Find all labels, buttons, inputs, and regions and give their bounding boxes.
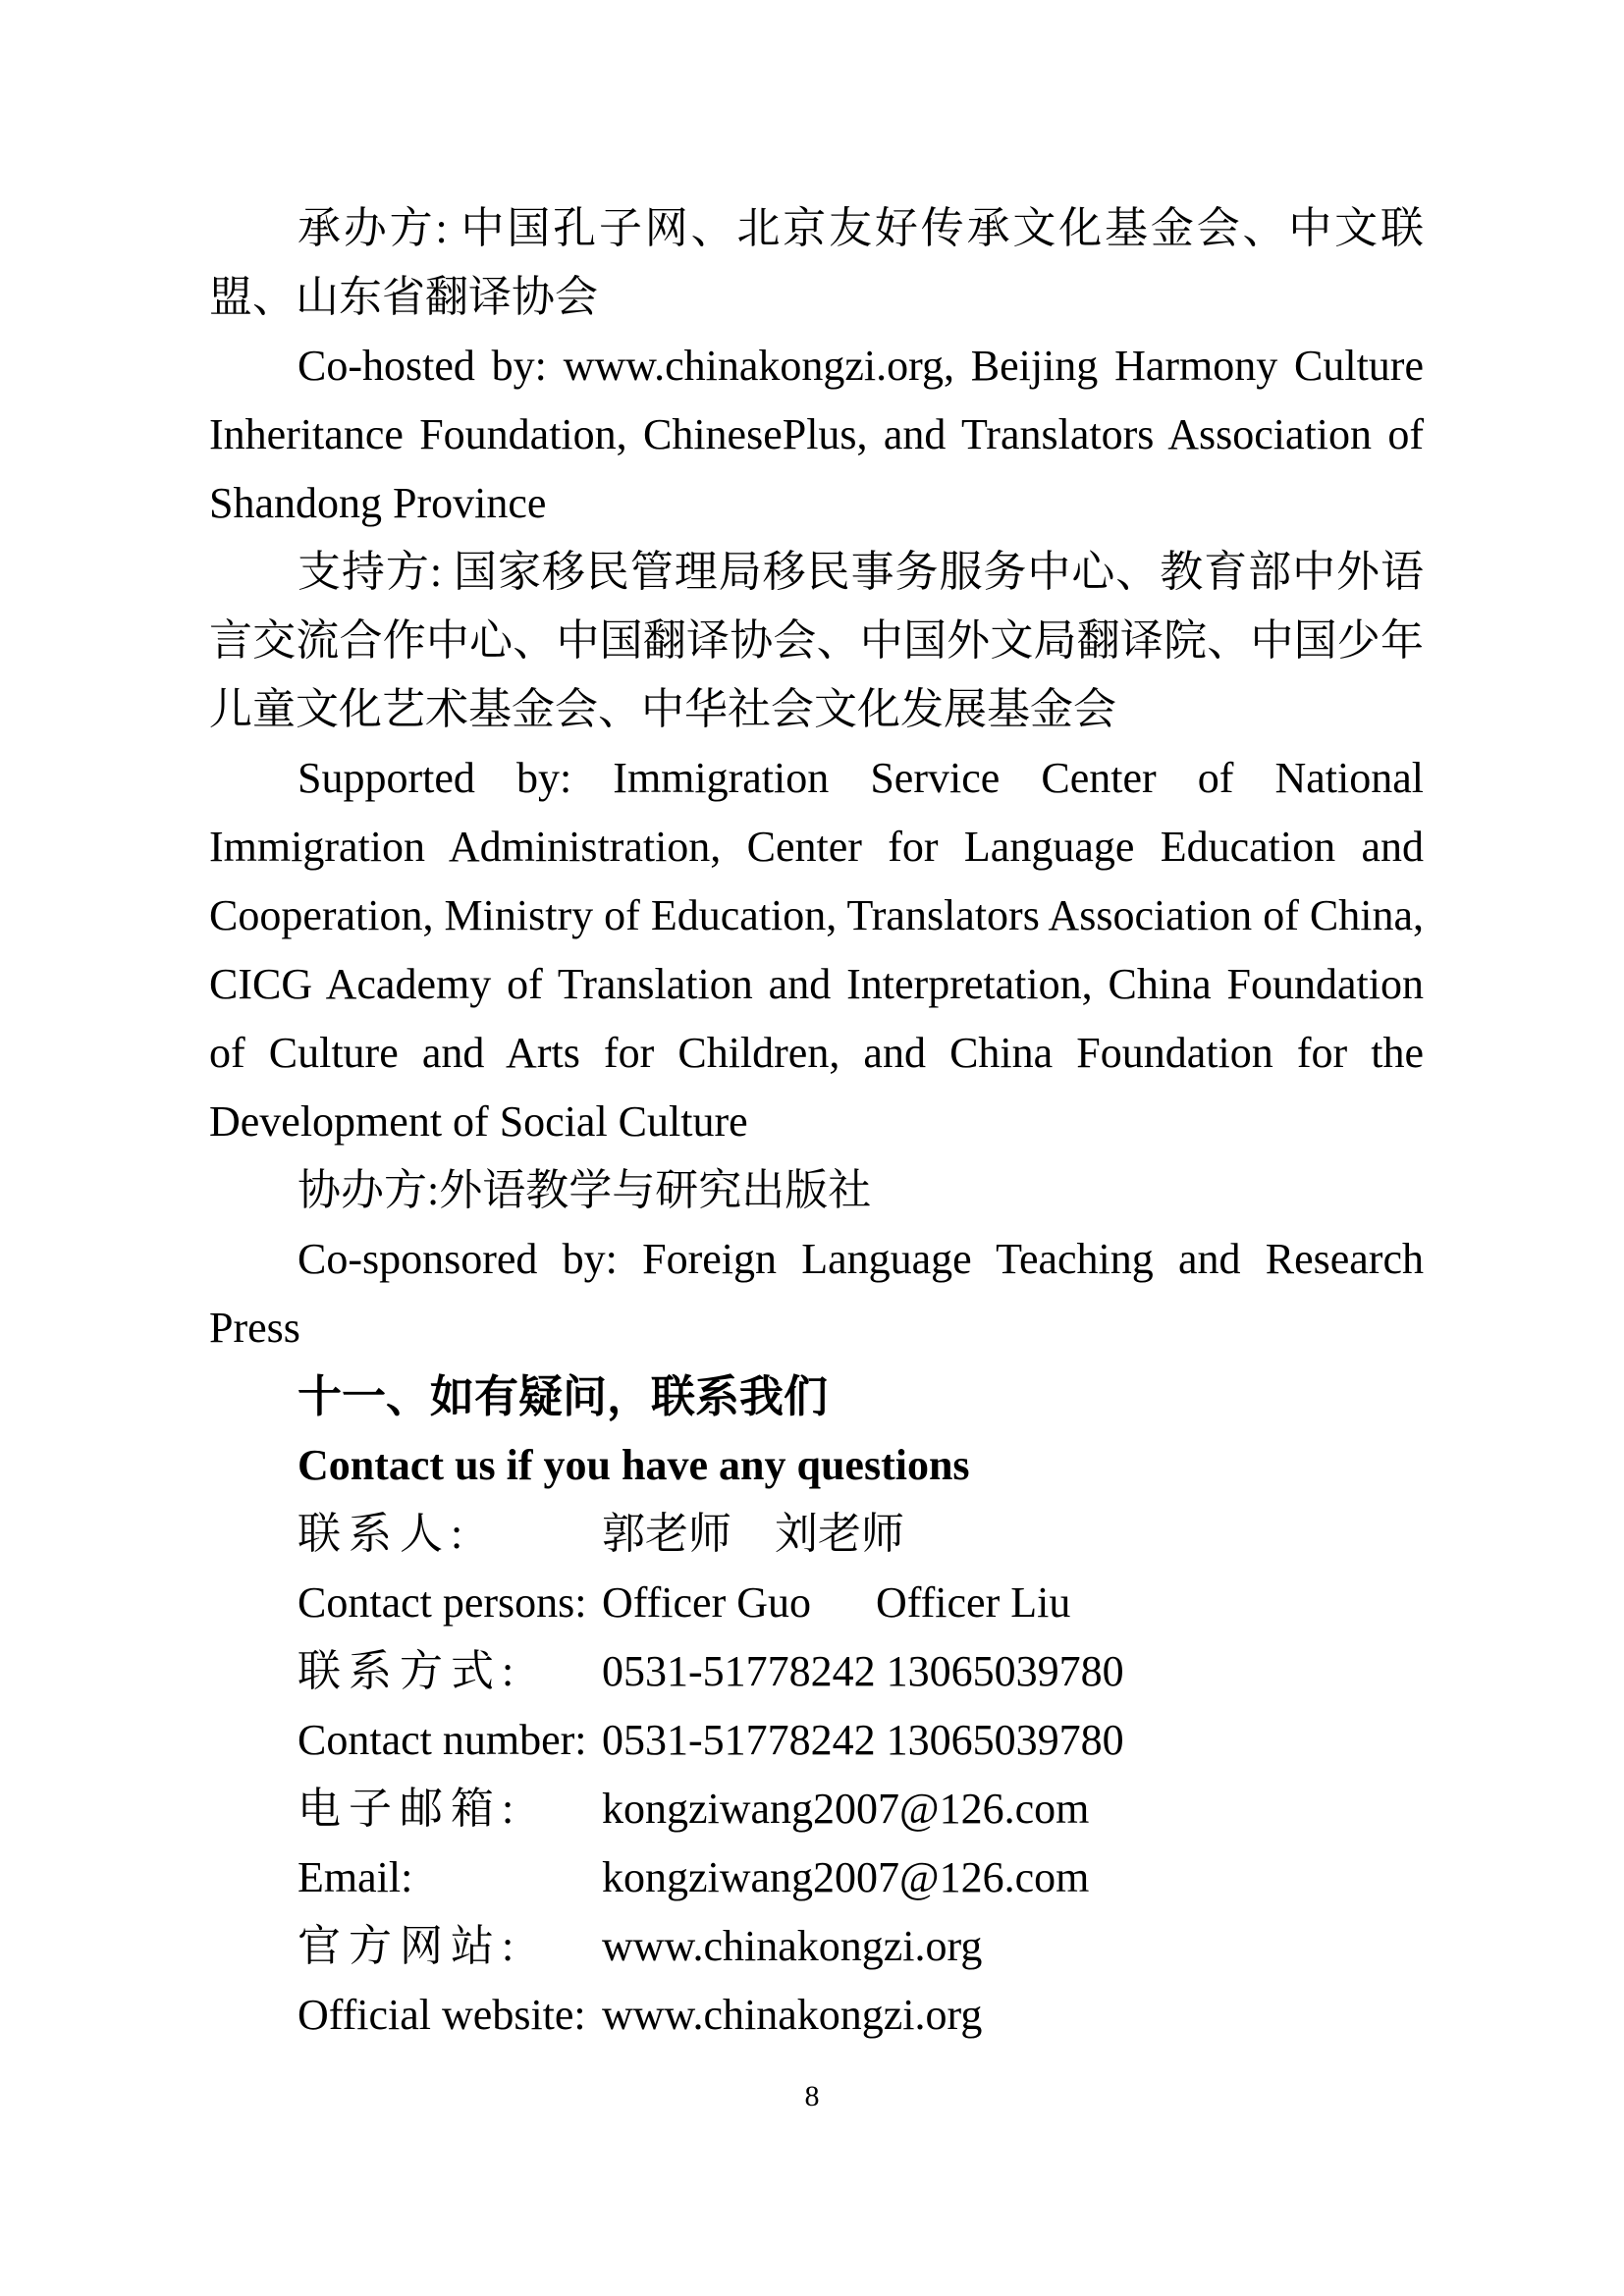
contact-label: Official website: [298, 1991, 586, 2039]
contact-label: 联系人: [298, 1510, 471, 1558]
paragraph-cosponsor-en: Co-sponsored by: Foreign Language Teaching and Research Press [209, 1235, 1424, 1352]
paragraph-cohost-en: Co-hosted by: www.chinakongzi.org, Beijing Harmony Culture Inheritance Foundation, ChinesePlus, and Translators Association of Shandong Province [209, 342, 1424, 527]
contact-row-persons-zh [209, 1500, 1424, 1569]
page-number: 8 [804, 2080, 820, 2112]
contact-label: 联系方式: [298, 1647, 522, 1695]
paragraph-cohost-zh: 承办方: 中国孔子网、北京友好传承文化基金会、中文联盟、山东省翻译协会 [209, 204, 1424, 321]
contact-value: www.chinakongzi.org [602, 1922, 983, 1970]
contact-row-email-en [209, 1843, 1424, 1912]
contact-value: www.chinakongzi.org [602, 1991, 983, 2039]
contact-label: Contact persons: [298, 1578, 587, 1627]
section-heading-en: Contact us if you have any questions [298, 1441, 970, 1489]
paragraph-cosponsor-zh: 协办方:外语教学与研究出版社 [298, 1166, 872, 1214]
contact-label: 官方网站: [298, 1922, 522, 1970]
contact-label: 电子邮箱: [298, 1785, 522, 1833]
contact-value: kongziwang2007@126.com [602, 1785, 1090, 1833]
document-body [209, 194, 1424, 2050]
contact-row-number-en [209, 1706, 1424, 1775]
contact-row-website-en [209, 1981, 1424, 2050]
contact-row-number-zh [209, 1637, 1424, 1706]
contact-value: 0531-51778242 13065039780 [602, 1647, 1124, 1695]
contact-label: Contact number: [298, 1716, 587, 1764]
contact-value: kongziwang2007@126.com [602, 1853, 1090, 1901]
contact-value: Officer Guo Officer Liu [602, 1578, 1071, 1627]
paragraph-supporters-en: Supported by: Immigration Service Center of National Immigration Administration, Center for Language Education and Cooperation, Ministry of Education, Translators Association of China, CICG Academy of Translation and Interpretation, China Foundation of Culture and Arts for Children, and China Foundation for the Development of Social Culture [209, 754, 1424, 1146]
contact-label: Email: [298, 1853, 413, 1901]
contact-row-persons-en [209, 1569, 1424, 1637]
contact-row-website-zh [209, 1912, 1424, 1981]
contact-value: 郭老师 刘老师 [602, 1510, 904, 1558]
section-heading-zh: 十一、如有疑问，联系我们 [298, 1371, 829, 1421]
paragraph-supporters-zh: 支持方: 国家移民管理局移民事务服务中心、教育部中外语言交流合作中心、中国翻译协会、中国外文局翻译院、中国少年儿童文化艺术基金会、中华社会文化发展基金会 [209, 548, 1424, 733]
contact-value: 0531-51778242 13065039780 [602, 1716, 1124, 1764]
contact-row-email-zh [209, 1775, 1424, 1843]
